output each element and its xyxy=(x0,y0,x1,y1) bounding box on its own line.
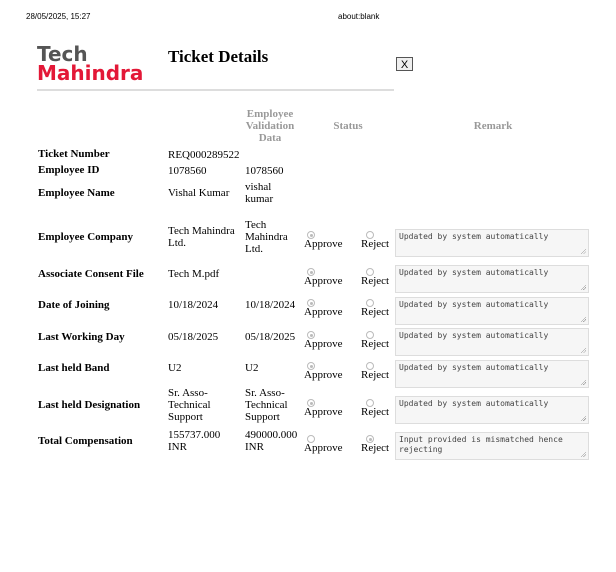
row-employee-value-line: INR xyxy=(245,441,264,453)
print-datetime: 28/05/2025, 15:27 xyxy=(26,12,91,21)
row-label: Last held Band xyxy=(38,362,110,374)
resize-grip-icon[interactable] xyxy=(580,379,586,385)
reject-label: Reject xyxy=(361,275,390,287)
row-value-line: Technical xyxy=(168,399,211,411)
reject-label: Reject xyxy=(361,238,390,250)
remark-textarea[interactable] xyxy=(395,360,589,388)
row-value xyxy=(168,362,181,374)
remark-text: Updated by system automatically xyxy=(399,363,549,372)
row-label: Associate Consent File xyxy=(38,268,144,280)
header-divider xyxy=(37,89,394,91)
remark-text: Updated by system automatically xyxy=(399,331,549,340)
row-employee-value-line: 05/18/2025 xyxy=(245,331,296,343)
resize-grip-icon[interactable] xyxy=(580,415,586,421)
resize-grip-icon[interactable] xyxy=(580,347,586,353)
ticket-number-value: REQ000289522 xyxy=(168,149,240,161)
column-header-remark: Remark xyxy=(473,120,513,132)
approve-label: Approve xyxy=(304,338,343,350)
row-value-line: 05/18/2025 xyxy=(168,331,219,343)
value-line: kumar xyxy=(245,193,274,205)
row-employee-value xyxy=(245,331,295,343)
row-value-line: U2 xyxy=(168,362,182,374)
row-employee-value-line: Technical xyxy=(245,399,288,411)
remark-text: Input provided is mismatched hence rejecting xyxy=(399,435,563,454)
row-value-line: 10/18/2024 xyxy=(168,299,219,311)
row-employee-value xyxy=(245,362,258,374)
employee-id-value: 1078560 xyxy=(168,165,207,177)
row-label: Employee Company xyxy=(38,231,134,243)
column-header-employee-validation xyxy=(241,108,299,144)
ticket-number-label: Ticket Number xyxy=(38,148,110,160)
row-employee-value-line: Mahindra xyxy=(245,231,288,243)
row-label: Last Working Day xyxy=(38,331,125,343)
value-line: vishal xyxy=(245,181,272,193)
row-employee-value xyxy=(245,429,297,453)
row-employee-value-line: Tech xyxy=(245,219,267,231)
row-value-line: 155737.000 xyxy=(168,429,221,441)
resize-grip-icon[interactable] xyxy=(580,284,586,290)
row-value-line: Tech M.pdf xyxy=(168,268,220,280)
row-label: Last held Designation xyxy=(38,399,141,411)
row-employee-value xyxy=(245,387,288,423)
row-employee-value-line: 10/18/2024 xyxy=(245,299,296,311)
remark-text: Updated by system automatically xyxy=(399,232,549,241)
row-value xyxy=(168,387,211,423)
column-header-status: Status xyxy=(333,120,363,132)
row-value-line: INR xyxy=(168,441,187,453)
remark-text: Updated by system automatically xyxy=(399,268,549,277)
employee-name-label: Employee Name xyxy=(38,187,115,199)
approve-label: Approve xyxy=(304,442,343,454)
row-employee-value-line: Support xyxy=(245,411,280,423)
row-value xyxy=(168,225,235,249)
employee-name-employee-value xyxy=(245,181,273,205)
reject-label: Reject xyxy=(361,338,390,350)
row-employee-value xyxy=(245,219,288,255)
approve-label: Approve xyxy=(304,275,343,287)
approve-label: Approve xyxy=(304,306,343,318)
remark-textarea[interactable] xyxy=(395,297,589,325)
remark-textarea[interactable] xyxy=(395,396,589,424)
row-employee-value-line: Sr. Asso- xyxy=(245,387,285,399)
row-value xyxy=(168,331,218,343)
resize-grip-icon[interactable] xyxy=(580,316,586,322)
row-employee-value-line: U2 xyxy=(245,362,259,374)
approve-label: Approve xyxy=(304,406,343,418)
row-employee-value-line: 490000.000 xyxy=(245,429,298,441)
remark-textarea[interactable] xyxy=(395,265,589,293)
resize-grip-icon[interactable] xyxy=(580,451,586,457)
reject-label: Reject xyxy=(361,369,390,381)
page-title: Ticket Details xyxy=(168,47,269,66)
reject-label: Reject xyxy=(361,306,390,318)
approve-label: Approve xyxy=(304,238,343,250)
row-employee-value-line: Ltd. xyxy=(245,243,264,255)
company-logo-line2: Mahindra xyxy=(37,61,144,85)
employee-id-label: Employee ID xyxy=(38,164,100,176)
employee-name-value: Vishal Kumar xyxy=(168,187,230,199)
reject-label: Reject xyxy=(361,406,390,418)
row-value-line: Ltd. xyxy=(168,237,187,249)
column-header-line: Validation xyxy=(245,120,295,132)
remark-text: Updated by system automatically xyxy=(399,300,549,309)
approve-label: Approve xyxy=(304,369,343,381)
remark-textarea[interactable] xyxy=(395,328,589,356)
row-value-line: Tech Mahindra xyxy=(168,225,235,237)
row-label: Date of Joining xyxy=(38,299,110,311)
reject-label: Reject xyxy=(361,442,390,454)
employee-id-employee-value: 1078560 xyxy=(245,165,284,177)
remark-textarea[interactable] xyxy=(395,229,589,257)
resize-grip-icon[interactable] xyxy=(580,248,586,254)
remark-textarea[interactable] xyxy=(395,432,589,460)
column-header-line: Data xyxy=(258,132,282,144)
close-button[interactable]: X xyxy=(396,57,413,71)
row-value-line: Sr. Asso- xyxy=(168,387,208,399)
row-label: Total Compensation xyxy=(38,435,133,447)
row-value xyxy=(168,429,220,453)
row-employee-value xyxy=(245,299,295,311)
company-logo-line1: Tech xyxy=(37,42,88,66)
row-value-line: Support xyxy=(168,411,203,423)
row-value xyxy=(168,299,218,311)
remark-text: Updated by system automatically xyxy=(399,399,549,408)
print-url: about:blank xyxy=(338,12,380,21)
column-header-line: Employee xyxy=(246,108,294,120)
row-value xyxy=(168,268,219,280)
